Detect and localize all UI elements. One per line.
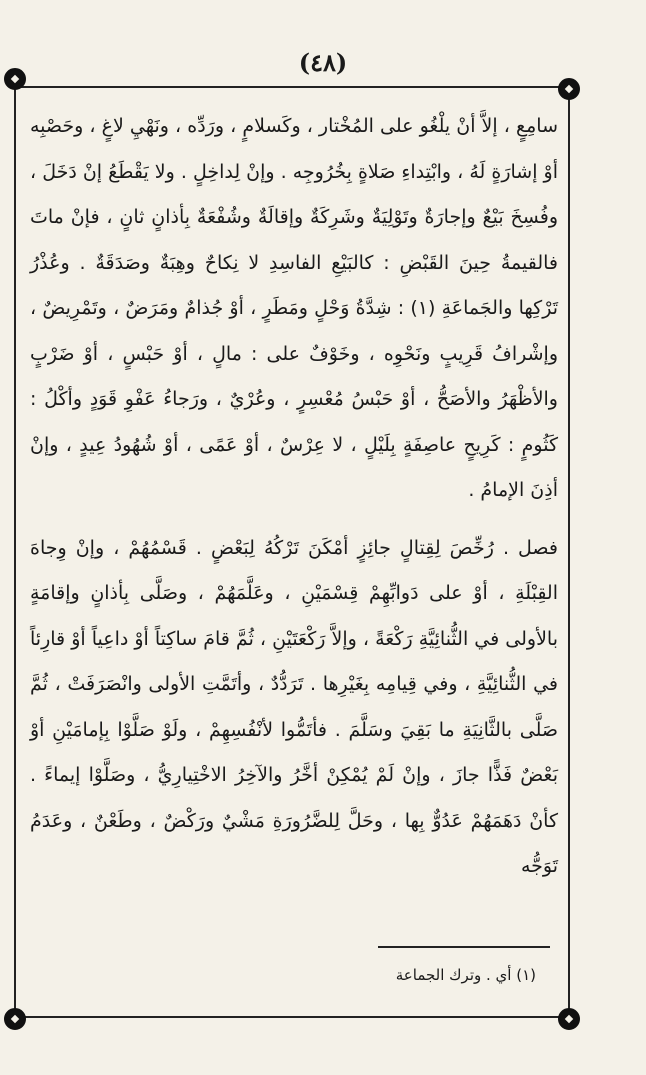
paragraph: فصل . رُخِّصَ لِقِتالٍ جائِزٍ أمْكَنَ تَرْكُهُ لِبَعْضٍ . قَسْمُهُمْ ، وإنْ وِجاهَ القِبْلَةِ ، أوْ على دَوابِّهِمْ قِسْمَيْنِ ، وعَلَّمَهُمْ ، وصَلَّى بِأذانٍ وإقامَةٍ بالأولى في الثُّنائِيَّةِ رَكْعَةً ، وإلاَّ رَكْعَتَيْنِ ، ثُمَّ قامَ ساكِتاً أوْ داعِياً أوْ قارِئاً في الثُّنائِيَّةِ ، وفي قِيامِه بِغَيْرِها . تَرَدُّدٌ ، وأتَمَّتِ الأولى وانْصَرَفَتْ ، ثُمَّ صَلَّى بالثَّانِيَةِ ما بَقِيَ وسَلَّمَ . فأتَمُّوا لأنْفُسِهِمْ ، ولَوْ صَلَّوْا بِإمامَيْنِ أوْ بَعْضٌ فَذًّا جازَ ، وإنْ لَمْ يُمْكِنْ أخَّرُ والآخِرُ الاخْتِيارِيُّ ، وصَلَّوْا إيماءً . كأنْ دَهَمَهُمْ عَدُوٌّ بِها ، وحَلَّ لِلضَّرُورَةِ مَشْيٌ ورَكْضٌ ، وطَعْنٌ ، وعَدَمُ تَوَجُّه (30, 536, 558, 877)
frame-right-rule (568, 86, 570, 1018)
page-number: (٤٨) (298, 48, 348, 77)
paragraph: سامِعٍ ، إلاَّ أنْ يلْغُو على المُخْتار ، وكَسلامٍ ، ورَدِّه ، ونَهْيِ لاغٍ ، وحَصْبِه أوْ إشارَةٍ لَهُ ، وابْتِداءِ صَلاةٍ بِخُرُوجِه . وإنْ لِداخِلٍ . ولا يَقْطَعُ إنْ دَخَلَ ، وفُسِخَ بَيْعٌ وإجارَةٌ وتَوْلِيَةٌ وشَرِكَةٌ وإقالَةٌ وشُفْعَةٌ بِأذانٍ ثانٍ ، فإنْ ماتَ فالقيمةُ حِينَ القَبْضِ : كالبَيْعِ الفاسِدِ لا نِكاحٌ وهِبَةٌ وصَدَقَةٌ . وعُذْرُ تَرْكِها والجَماعَةِ (١) : شِدَّةُ وَحْلٍ ومَطَرٍ ، أوْ جُذامٌ ومَرَضٌ ، وتَمْرِيضٌ ، وإشْرافُ قَرِيبٍ ونَحْوِه ، وخَوْفٌ على : مالٍ ، أوْ حَبْسٍ ، أوْ ضَرْبٍ والأظْهَرُ والأصَحُّ ، أوْ حَبْسُ مُعْسِرٍ ، وعُرْيٌ ، ورَجاءُ عَفْوِ قَوَدٍ وأكْلُ : كَثُومٍ : كَرِيحٍ عاصِفَةٍ بِلَيْلٍ ، لا عِرْسٌ ، أوْ عَمًى ، أوْ شُهُودُ عِيدٍ ، وإنْ أذِنَ الإمامُ . (30, 115, 558, 501)
main-text (30, 104, 558, 890)
footnote-separator (378, 946, 550, 948)
frame-top-rule (14, 86, 570, 88)
frame-left-rule (14, 86, 16, 1018)
corner-ornament-icon (4, 1008, 26, 1030)
corner-ornament-icon (558, 1008, 580, 1030)
corner-ornament-icon (4, 68, 26, 90)
corner-ornament-icon (558, 78, 580, 100)
footnote: (١) أي . وترك الجماعة (395, 966, 536, 984)
frame-bottom-rule (14, 1016, 570, 1018)
